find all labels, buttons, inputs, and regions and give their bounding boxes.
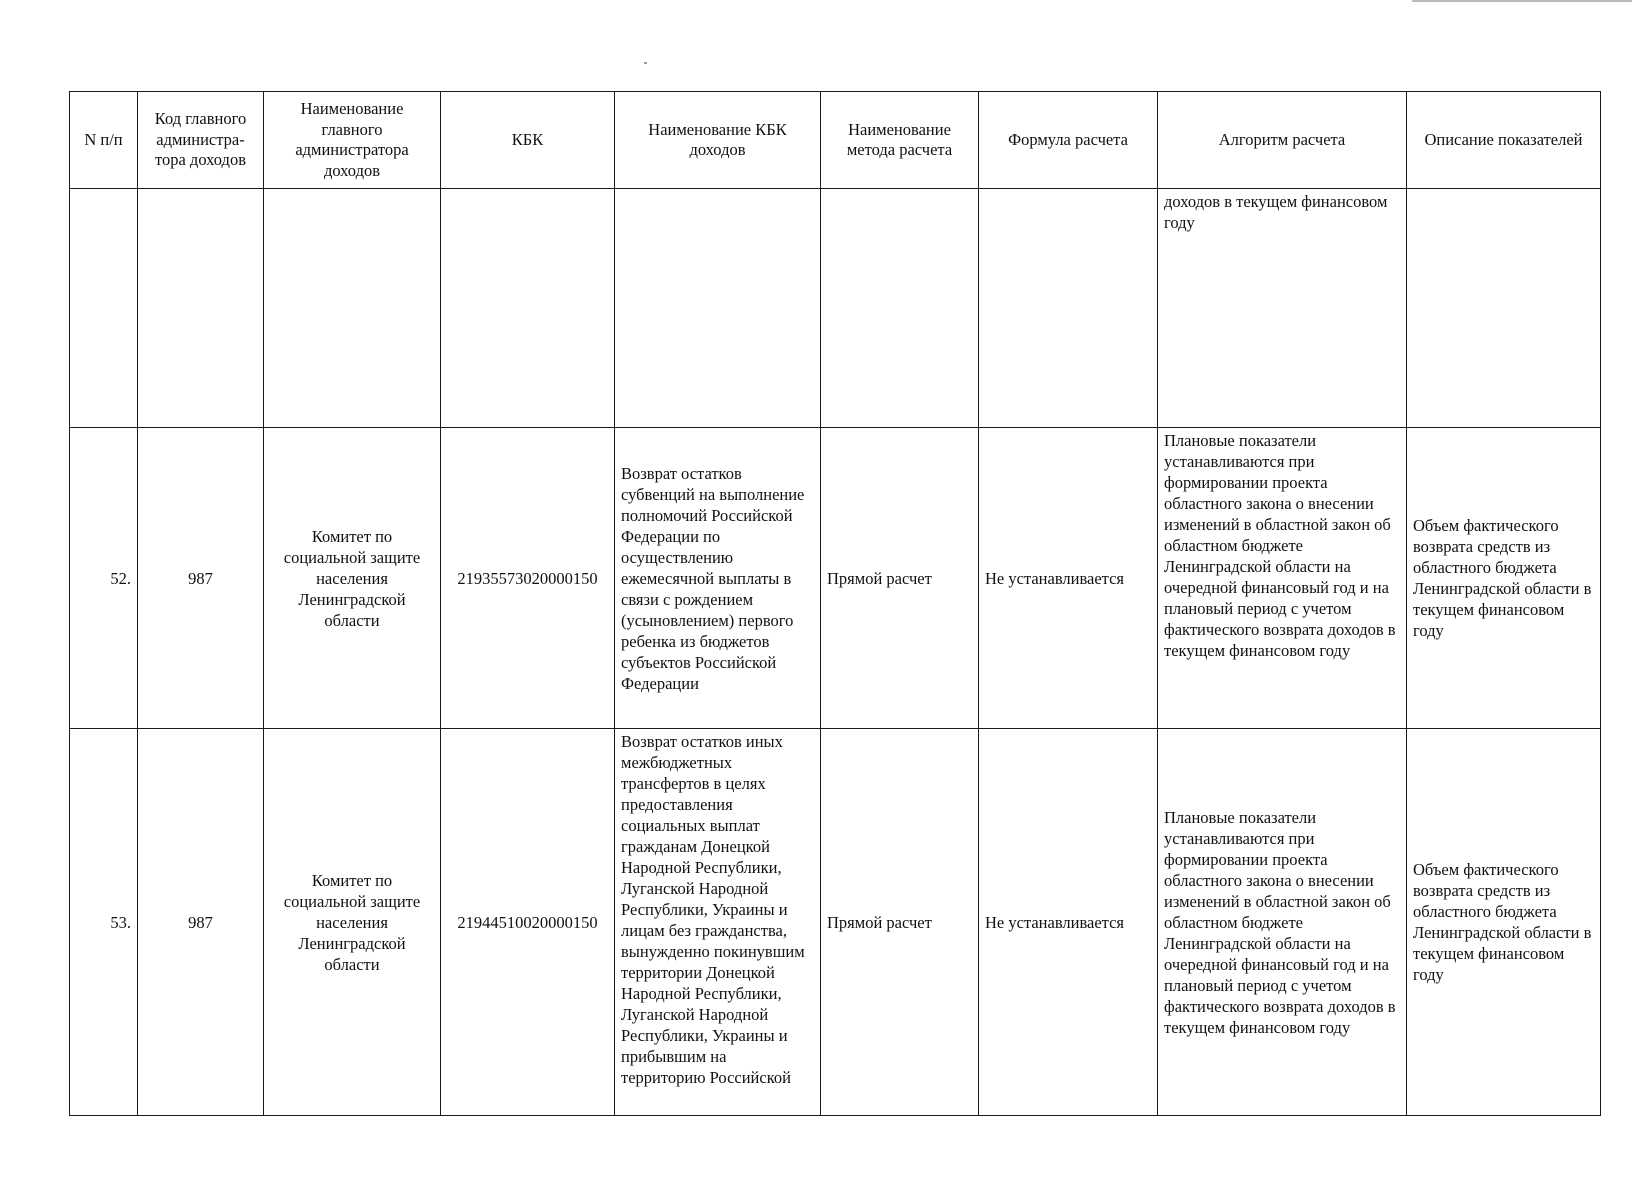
cell-method: Прямой расчет <box>821 428 979 729</box>
cell-num: 53. <box>70 729 138 1116</box>
header-algorithm: Алгоритм расчета <box>1158 92 1407 189</box>
header-kbk: КБК <box>441 92 615 189</box>
cell-num: 52. <box>70 428 138 729</box>
cell-formula: Не устанавливается <box>979 428 1158 729</box>
header-num: N п/п <box>70 92 138 189</box>
cell-empty <box>70 189 138 428</box>
cell-admin-code: 987 <box>138 729 264 1116</box>
header-description: Описание показателей <box>1407 92 1601 189</box>
table-row-continuation <box>70 189 1601 428</box>
header-formula: Формула расчета <box>979 92 1158 189</box>
cell-algorithm-continuation: доходов в текущем финансовом году <box>1158 189 1407 428</box>
cell-method: Прямой расчет <box>821 729 979 1116</box>
cell-empty <box>979 189 1158 428</box>
table-row <box>70 729 1601 1116</box>
cell-admin-name: Комитет по социальной защите населения Ленинградской области <box>264 729 441 1116</box>
scan-edge-mark <box>1412 0 1632 2</box>
cell-empty <box>441 189 615 428</box>
header-method: Наименование метода расчета <box>821 92 979 189</box>
cell-admin-code: 987 <box>138 428 264 729</box>
cell-description: Объем фактического возврата средств из областного бюджета Ленинградской области в текущем финансовом году <box>1407 729 1601 1116</box>
cell-empty <box>264 189 441 428</box>
header-kbk-name: Наименование КБК доходов <box>615 92 821 189</box>
revenue-methods-table <box>69 91 1601 1116</box>
cell-empty <box>138 189 264 428</box>
cell-formula: Не устанавливается <box>979 729 1158 1116</box>
cell-algorithm: Плановые показатели устанавливаются при формировании проекта областного закона о внесении изменений в областной закон об областном бюджете Ленинградской области на очередной финансовый год и на плановый период с учетом фактического возврата доходов в текущем финансовом году <box>1158 729 1407 1116</box>
cell-description: Объем фактического возврата средств из областного бюджета Ленинградской области в текущем финансовом году <box>1407 428 1601 729</box>
cell-kbk: 21944510020000150 <box>441 729 615 1116</box>
cell-kbk-name: Возврат остатков субвенций на выполнение полномочий Российской Федерации по осуществлению ежемесячной выплаты в связи с рождением (усыновлением) первого ребенка из бюджетов субъектов Российской Федерации <box>615 428 821 729</box>
cell-empty <box>821 189 979 428</box>
cell-admin-name: Комитет по социальной защите населения Ленинградской области <box>264 428 441 729</box>
cell-algorithm: Плановые показатели устанавливаются при формировании проекта областного закона о внесении изменений в областной закон об областном бюджете Ленинградской области на очередной финансовый год и на плановый период с учетом фактического возврата доходов в текущем финансовом году <box>1158 428 1407 729</box>
cell-empty <box>1407 189 1601 428</box>
cell-empty <box>615 189 821 428</box>
cell-kbk-name: Возврат остатков иных межбюджетных трансфертов в целях предоставления социальных выплат гражданам Донецкой Народной Республики, Луганской Народной Республики, Украины и лицам без гражданства, вынужденно покинувшим территории Донецкой Народной Республики, Луганской Народной Республики, Украины и прибывшим на территорию Российской <box>615 729 821 1116</box>
scan-speck <box>644 62 647 64</box>
header-row <box>70 92 1601 189</box>
cell-kbk: 21935573020000150 <box>441 428 615 729</box>
table-row <box>70 428 1601 729</box>
header-admin-code: Код главного администра- тора доходов <box>138 92 264 189</box>
header-admin-name: Наименование главного администратора доходов <box>264 92 441 189</box>
